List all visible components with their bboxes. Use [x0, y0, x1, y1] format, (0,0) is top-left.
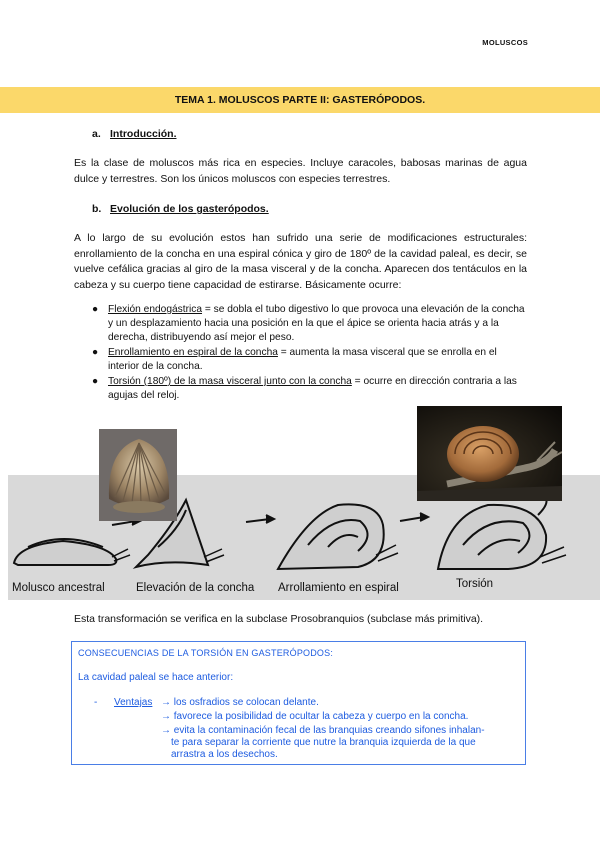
consequences-intro: La cavidad paleal se hace anterior:: [78, 672, 234, 683]
bullet-icon: ●: [92, 304, 99, 315]
evolution-paragraph: A lo largo de su evolución estos han sufrido una serie de modificaciones estructurales: enrollamiento de la concha en una espiral cónica y giro de 180º de la cavidad paleal, es decir, se vuelve cefálica gracias al giro de la masa visceral y de la concha. Aparecen dos tentáculos en la cabeza y su cuerpo tiene capacidad de estirarse. Básicamente ocurre:: [74, 232, 527, 291]
dash-marker: -: [94, 697, 98, 708]
bullet-icon: ●: [92, 347, 99, 358]
diagram-label-torsion: Torsión: [456, 578, 494, 590]
bullet-text: = ocurre en dirección contraria a las agujas del reloj.: [108, 376, 517, 401]
running-header: MOLUSCOS: [482, 38, 528, 47]
diagram-label-elevation: Elevación de la concha: [136, 582, 255, 594]
advantage-3-cont-2: arrastra a los desechos.: [171, 749, 278, 760]
diagram-caption: Esta transformación se verifica en la subclase Prosobranquios (subclase más primitiva).: [74, 613, 484, 625]
section-b-title: Evolución de los gasterópodos.: [110, 203, 269, 215]
consequences-title: CONSECUENCIAS DE LA TORSIÓN EN GASTERÓPODOS:: [78, 648, 334, 658]
advantage-2: → favorece la posibilidad de ocultar la cabeza y cuerpo en la concha.: [161, 711, 469, 722]
bullet-text: = se dobla el tubo digestivo lo que provoca una elevación de la concha y un desplazamiento hacia una posición en la que el ápice se orienta hacia atrás y a la derecha, distribuyendo así mejor el peso.: [108, 304, 525, 343]
bullet-term: Torsión (180º) de la masa visceral junto con la concha: [108, 376, 352, 387]
list-item: [92, 346, 527, 374]
diagram-label-spiral: Arrollamiento en espiral: [278, 582, 399, 594]
process-list: [92, 303, 527, 404]
page-title: TEMA 1. MOLUSCOS PARTE II: GASTERÓPODOS.: [174, 94, 426, 106]
diagram-label-ancestral: Molusco ancestral: [12, 582, 105, 594]
advantage-1: → los osfradios se colocan delante.: [161, 697, 319, 708]
section-a-title: Introducción.: [110, 128, 177, 140]
advantage-3-cont-1: te para separar la corriente que nutre la branquia izquierda de la que: [171, 737, 476, 748]
intro-paragraph: Es la clase de moluscos más rica en especies. Incluye caracoles, babosas marinas de agua dulce y terrestres. Son los únicos moluscos con especies terrestres.: [74, 157, 527, 185]
section-a-number: a.: [92, 128, 101, 140]
advantage-3: → evita la contaminación fecal de las branquias creando sifones inhalan-: [161, 725, 485, 736]
ancestral-mollusc-drawing: [14, 541, 116, 565]
ventajas-label: Ventajas: [114, 697, 153, 708]
list-item: [92, 303, 527, 345]
shell-photo: [99, 429, 177, 521]
bullet-term: Enrollamiento en espiral de la concha: [108, 347, 278, 358]
bullet-term: Flexión endogástrica: [108, 304, 203, 315]
section-a-heading: [92, 128, 177, 140]
list-item: [92, 375, 527, 403]
snail-photo: [417, 406, 562, 501]
section-b-number: b.: [92, 203, 102, 215]
bullet-icon: ●: [92, 376, 99, 387]
section-b-heading: [92, 203, 269, 215]
bullet-text: = aumenta la masa visceral que se enrolla en el interior de la concha.: [108, 347, 497, 372]
consequences-box: [71, 641, 526, 765]
